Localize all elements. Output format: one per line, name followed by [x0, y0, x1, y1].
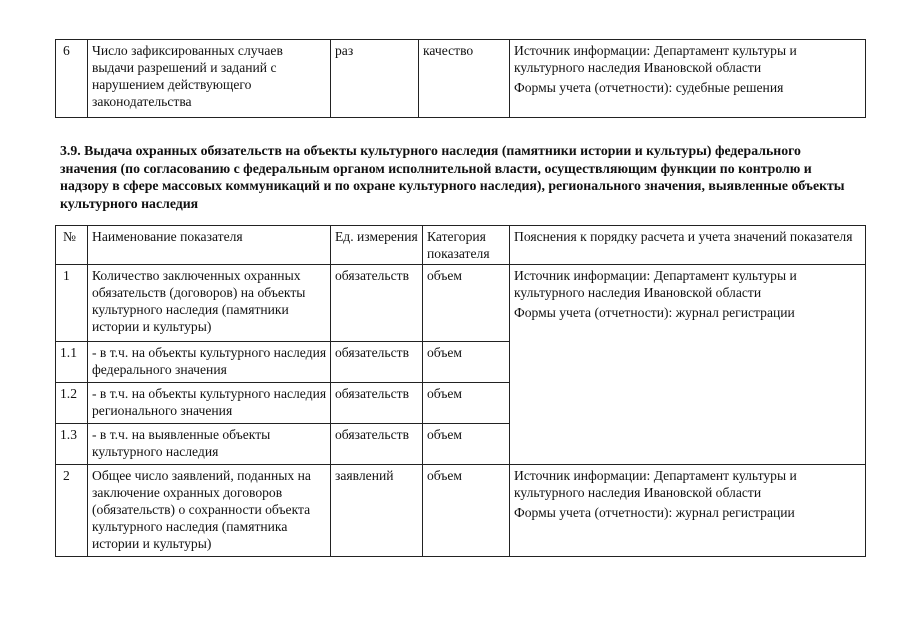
row-number: 2: [56, 465, 88, 557]
table-row: [56, 465, 866, 557]
indicator-table: [55, 225, 866, 557]
indicator-name: - в т.ч. на объекты культурного наследия федерального значения: [88, 342, 331, 383]
note-source: Источник информации: Департамент культуры и культурного наследия Ивановской области: [514, 468, 797, 500]
header-category: Категория показателя: [423, 226, 510, 265]
header-name: Наименование показателя: [88, 226, 331, 265]
section-heading: 3.9. Выдача охранных обязательств на объекты культурного наследия (памятники истории и культуры) федерального значения (по согласованию с федеральным органом исполнительной власти, осуществляющим функции по контролю и надзору в сфере массовых коммуникаций и по охране культурного наследия), регионального значения, выявленные объекты культурного наследия: [60, 143, 845, 211]
notes-cell: [510, 465, 866, 557]
category-cell: качество: [419, 40, 510, 118]
category-cell: объем: [423, 383, 510, 424]
table-header-row: [56, 226, 866, 265]
note-forms: Формы учета (отчетности): судебные решения: [514, 80, 784, 95]
note-forms: Формы учета (отчетности): журнал регистрации: [514, 505, 795, 520]
unit-cell: обязательств: [331, 424, 423, 465]
row-number: 1.3: [56, 424, 88, 465]
notes-cell: [510, 265, 866, 465]
unit-cell: заявлений: [331, 465, 423, 557]
indicator-name: - в т.ч. на выявленные объекты культурного наследия: [88, 424, 331, 465]
header-number: №: [56, 226, 88, 265]
header-notes: Пояснения к порядку расчета и учета значений показателя: [510, 226, 866, 265]
unit-cell: обязательств: [331, 342, 423, 383]
notes-cell: [510, 40, 866, 118]
table-row: [56, 265, 866, 342]
category-cell: объем: [423, 265, 510, 342]
indicator-name: - в т.ч. на объекты культурного наследия регионального значения: [88, 383, 331, 424]
indicator-name: Общее число заявлений, поданных на заключение охранных договоров (обязательств) о сохранности объекта культурного наследия (памятника истории и культуры): [88, 465, 331, 557]
row-number: 6: [56, 40, 88, 118]
indicator-name: Количество заключенных охранных обязательств (договоров) на объекты культурного наследия (памятники истории и культуры): [88, 265, 331, 342]
table-row: [56, 40, 866, 118]
note-source: Источник информации: Департамент культуры и культурного наследия Ивановской области: [514, 43, 797, 75]
unit-cell: обязательств: [331, 383, 423, 424]
previous-indicator-table: [55, 39, 866, 118]
header-unit: Ед. измерения: [331, 226, 423, 265]
indicator-name: Число зафиксированных случаев выдачи разрешений и заданий с нарушением действующего законодательства: [88, 40, 331, 118]
row-number: 1.2: [56, 383, 88, 424]
unit-cell: обязательств: [331, 265, 423, 342]
unit-cell: раз: [331, 40, 419, 118]
category-cell: объем: [423, 342, 510, 383]
note-source: Источник информации: Департамент культуры и культурного наследия Ивановской области: [514, 268, 797, 300]
note-forms: Формы учета (отчетности): журнал регистрации: [514, 305, 795, 320]
category-cell: объем: [423, 424, 510, 465]
row-number: 1: [56, 265, 88, 342]
category-cell: объем: [423, 465, 510, 557]
row-number: 1.1: [56, 342, 88, 383]
